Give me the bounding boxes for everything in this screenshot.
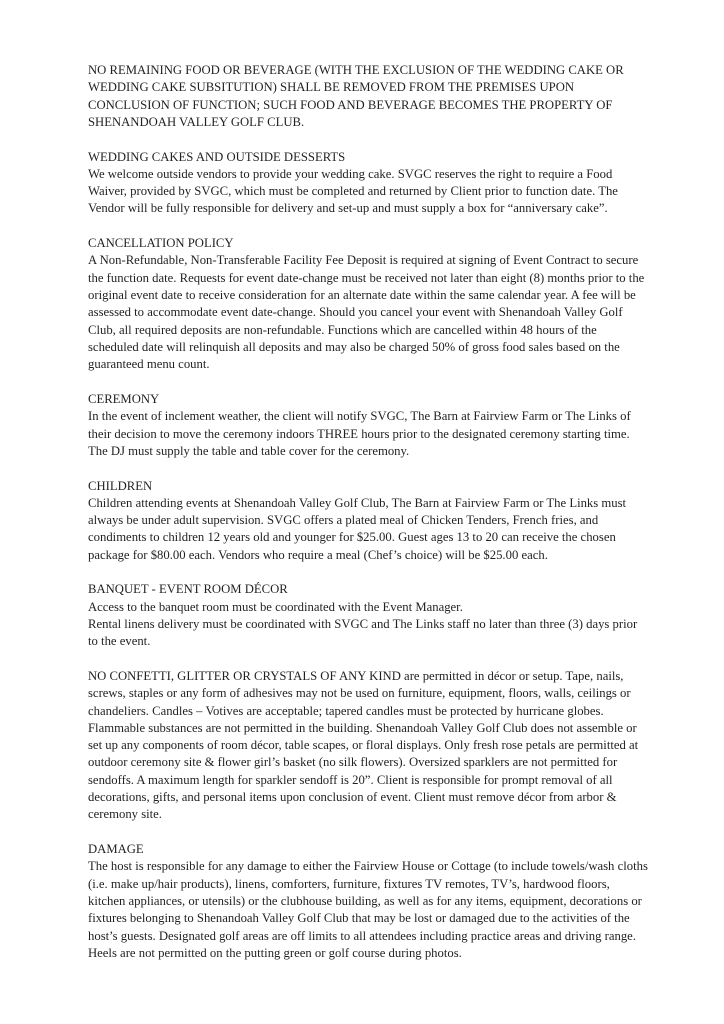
section-banquet-decor [88,581,648,650]
section-paragraph: Children attending events at Shenandoah Valley Golf Club, The Barn at Fairview Farm or The Links must always be under adult supervision. SVGC offers a plated meal of Chicken Tenders, French fries, and condiments to children 12 years old and younger for $25.00. Guest ages 13 to 20 can receive the chosen package for $80.00 each. Vendors who require a meal (Chef’s choice) will be $25.00 each. [88,495,627,562]
section-paragraph: We welcome outside vendors to provide your wedding cake. SVGC reserves the right to require a Food Waiver, provided by SVGC, which must be completed and returned by Client prior to function date. The Vendor will be fully responsible for delivery and set-up and must supply a box for “anniversary cake”. [88,166,618,216]
document-page [88,62,648,979]
section-children [88,478,648,564]
section-heading: CANCELLATION POLICY [88,236,234,251]
intro-paragraph: NO REMAINING FOOD OR BEVERAGE (WITH THE EXCLUSION OF THE WEDDING CAKE OR WEDDING CAKE SUBSITUTION) SHALL BE REMOVED FROM THE PREMISES UPON CONCLUSION OF FUNCTION; SUCH FOOD AND BEVERAGE BECOMES THE PROPERTY OF SHENANDOAH VALLEY GOLF CLUB. [88,63,624,129]
section-paragraph: A Non-Refundable, Non-Transferable Facility Fee Deposit is required at signing of Event Contract to secure the function date. Requests for event date-change must be received not later than eight (8) months prior to the original event date to receive consideration for an alternate date within the same calendar year. A fee will be assessed to accommodate event date-change. Should you cancel your event with Shenandoah Valley Golf Club, all required deposits are non-refundable. Functions which are cancelled within 48 hours of the scheduled date will relinquish all deposits and may also be charged 50% of gross food sales based on the guaranteed menu count. [88,253,645,372]
section-paragraph: Rental linens delivery must be coordinated with SVGC and The Links staff no later than three (3) days prior to the event. [88,616,638,649]
section-damage [88,841,648,962]
section-ceremony [88,391,648,460]
intro-block [88,62,648,131]
section-heading: WEDDING CAKES AND OUTSIDE DESSERTS [88,149,346,164]
section-heading: CEREMONY [88,391,160,406]
section-wedding-cakes [88,149,648,218]
section-paragraph: The host is responsible for any damage to either the Fairview House or Cottage (to include towels/wash cloths (i.e. make up/hair products), linens, comforters, furniture, fixtures TV remotes, TV’s, hardwood floors, kitchen appliances, or utensils) or the clubhouse building, as well as for any items, equipment, decorations or fixtures belonging to Shenandoah Valley Golf Club that may be lost or damaged due to the activities of the host’s guests. Designated golf areas are off limits to all attendees including practice areas and driving range. Heels are not permitted on the putting green or golf course during photos. [88,859,648,960]
section-heading: DAMAGE [88,842,144,857]
section-paragraph: Access to the banquet room must be coordinated with the Event Manager. [88,599,463,614]
section-heading: CHILDREN [88,478,153,493]
section-decor-restrictions [88,668,648,824]
section-heading: BANQUET - EVENT ROOM DÉCOR [88,582,288,597]
section-cancellation-policy [88,235,648,373]
section-paragraph: In the event of inclement weather, the client will notify SVGC, The Barn at Fairview Farm or The Links of their decision to move the ceremony indoors THREE hours prior to the designated ceremony starting time. The DJ must supply the table and table cover for the ceremony. [88,409,631,458]
section-paragraph: NO CONFETTI, GLITTER OR CRYSTALS OF ANY KIND are permitted in décor or setup. Tape, nails, screws, staples or any form of adhesives may not be used on furniture, equipment, floors, walls, ceilings or chandeliers. Candles – Votives are acceptable; tapered candles must be protected by hurricane globes. Flammable substances are not permitted in the building. Shenandoah Valley Golf Club does not assemble or set up any components of room décor, table scapes, or floral displays. Only fresh rose petals are permitted at outdoor ceremony site & flower girl’s basket (no silk flowers). Oversized sparklers are not permitted for sendoffs. A maximum length for sparkler sendoff is 20”. Client is responsible for prompt removal of all decorations, gifts, and personal items upon conclusion of event. Client must remove décor from arbor & ceremony site. [88,668,639,822]
